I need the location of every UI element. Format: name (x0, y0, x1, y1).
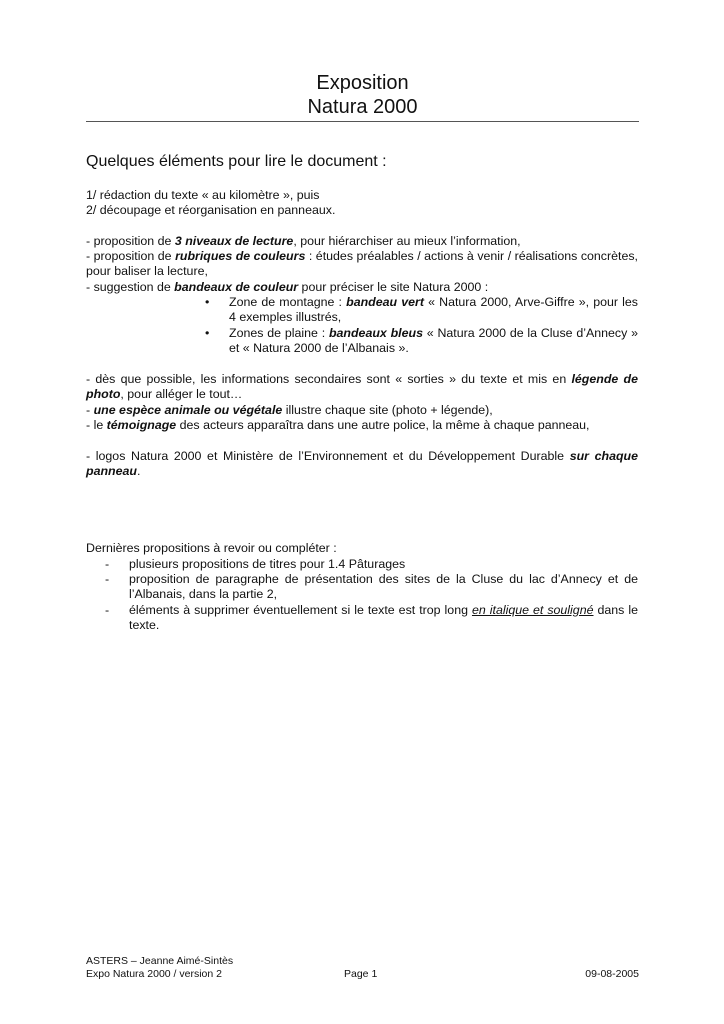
secondary-info-note (86, 372, 638, 403)
text-run: illustre chaque site (photo + légende), (282, 403, 493, 417)
text-run: Zones de plaine : (229, 326, 329, 340)
text-run: - (86, 403, 94, 417)
last-proposals-intro: Dernières propositions à revoir ou compléter : (86, 541, 337, 555)
text-run: - suggestion de (86, 280, 175, 294)
text-run: éléments à supprimer éventuellement si le texte est trop long (129, 603, 472, 617)
dash-icon: - (105, 572, 110, 586)
document-title-line-2: Natura 2000 (307, 96, 418, 118)
last-item-text: proposition de paragraphe de présentation des sites de la Cluse du lac d’Annecy et de l’Albanais, dans la partie 2, (129, 572, 638, 602)
emphasis: bandeau vert (346, 295, 424, 309)
bullet-icon: • (205, 295, 210, 309)
text-run: , pour hiérarchiser au mieux l’information, (293, 234, 521, 248)
text-run: des acteurs apparaîtra dans une autre police, la même à chaque panneau, (176, 418, 590, 432)
section-heading: Quelques éléments pour lire le document : (86, 153, 387, 170)
testimony-note (86, 418, 638, 433)
last-item-text: plusieurs propositions de titres pour 1.4 Pâturages (129, 557, 406, 571)
bullet-text (229, 326, 638, 357)
text-run: - logos Natura 2000 et Ministère de l’Environnement et du Développement Durable (86, 449, 570, 463)
text-run: « Natura 2000 de la Cluse d’Annecy » et « Natura 2000 de l’Albanais ». (229, 326, 638, 356)
text-run: : études préalables / actions à venir / réalisations concrètes, pour baliser la lecture, (86, 249, 638, 279)
emphasis: bandeaux bleus (328, 326, 423, 340)
bullet-icon: • (205, 326, 210, 340)
proposal-color-rubrics (86, 249, 638, 280)
text-run: Zone de montagne : (229, 295, 347, 309)
proposal-reading-levels (86, 234, 638, 249)
dash-icon: - (105, 557, 110, 571)
bullet-text (229, 295, 638, 326)
emphasis: témoignage (106, 418, 177, 432)
text-run: pour préciser le site Natura 2000 : (298, 280, 489, 294)
step-2: 2/ découpage et réorganisation en panneaux. (86, 203, 336, 217)
emphasis: bandeaux de couleur (174, 280, 299, 294)
text-run: - dès que possible, les informations secondaires sont « sorties » du texte et mis en (86, 372, 572, 386)
text-run: , pour alléger le tout… (120, 387, 243, 402)
text-run: . (136, 464, 141, 479)
emphasis: rubriques de couleurs (175, 249, 306, 263)
proposal-color-banners (86, 280, 638, 295)
species-note (86, 403, 638, 418)
step-1: 1/ rédaction du texte « au kilomètre », puis (86, 188, 320, 202)
emphasis: 3 niveaux de lecture (174, 234, 294, 248)
emphasis: légende de photo (86, 372, 638, 402)
document-title-line-1: Exposition (316, 72, 409, 94)
logos-note (86, 449, 638, 480)
footer-page-number: Page 1 (344, 968, 378, 980)
last-item-text (129, 603, 638, 634)
title-divider (86, 121, 639, 122)
emphasis: sur chaque panneau (86, 449, 638, 479)
emphasis: une espèce animale ou végétale (93, 403, 283, 417)
underlined-italic-text: en italique et souligné (471, 603, 594, 617)
dash-icon: - (105, 603, 110, 617)
footer-doc-version: Expo Natura 2000 / version 2 (86, 968, 222, 980)
text-run: « Natura 2000, Arve-Giffre », pour les 4 exemples illustrés, (229, 295, 638, 325)
text-run: - le (86, 418, 107, 432)
footer-author: ASTERS – Jeanne Aimé-Sintès (86, 955, 234, 967)
text-run: - proposition de (86, 234, 175, 248)
text-run: - proposition de (86, 249, 176, 263)
text-run: dans le texte. (129, 603, 638, 633)
footer-date: 09-08-2005 (585, 968, 639, 980)
